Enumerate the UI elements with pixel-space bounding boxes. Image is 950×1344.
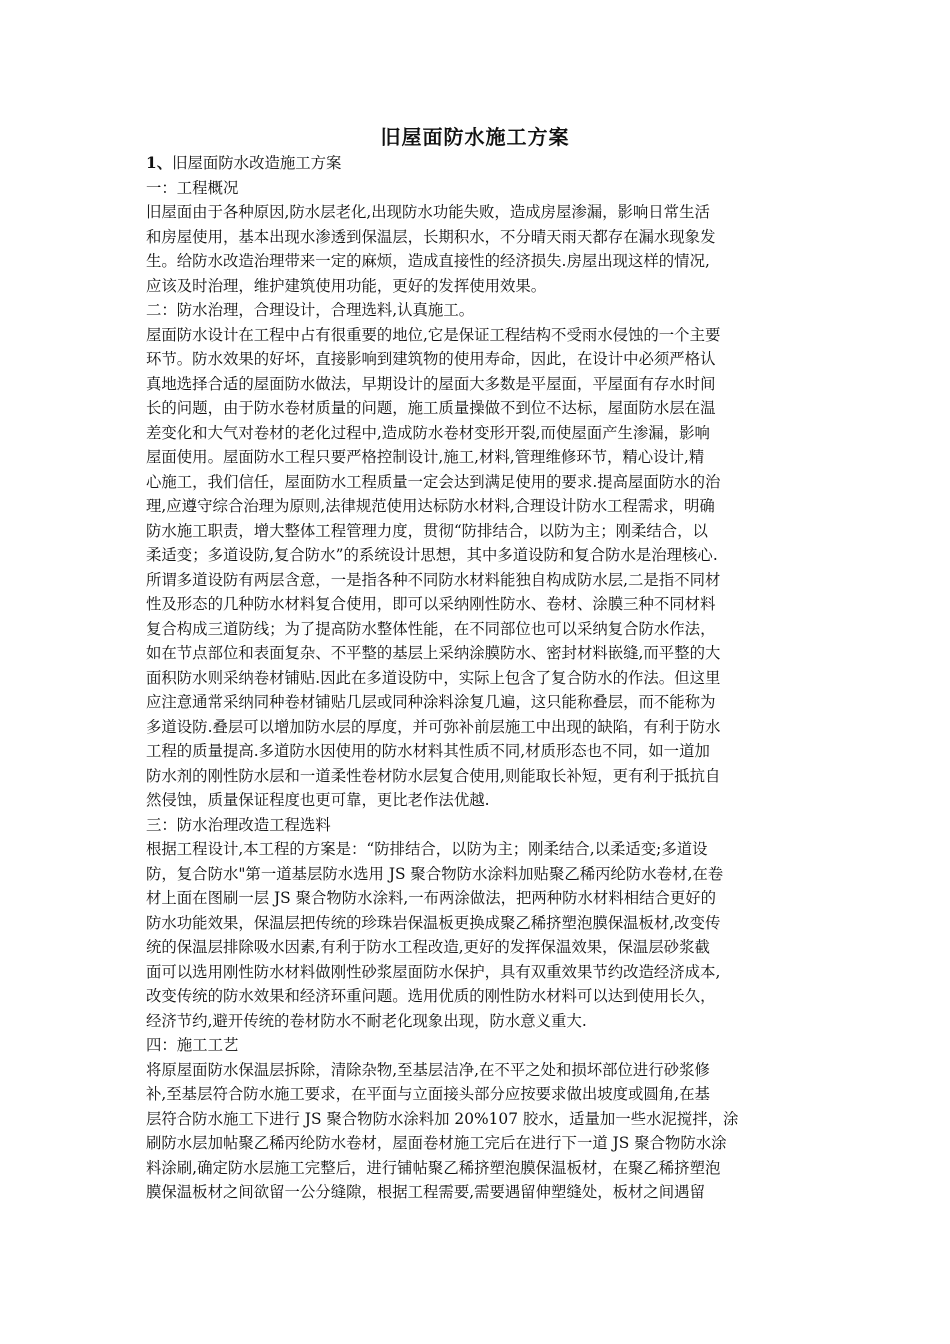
- text-line: 材上面在图刷一层 JS 聚合物防水涂料,一布两涂做法，把两种防水材料相结合更好的: [146, 889, 717, 907]
- text-line: 根据工程设计,本工程的方案是：“防排结合，以防为主；刚柔结合,以柔适变;多道设: [146, 840, 708, 858]
- text-line: 防水功能效果，保温层把传统的珍珠岩保温板更换成聚乙稀挤塑泡膜保温板材,改变传: [146, 913, 721, 932]
- text-line: 屋面使用。屋面防水工程只要严格控制设计,施工,材料,管理维修环节，精心设计,精: [146, 448, 705, 466]
- text-line: 然侵蚀，质量保证程度也更可靠，更比老作法优越.: [146, 791, 490, 809]
- text-line: 理,应遵守综合治理为原则,法律规范使用达标防水材料,合理设计防水工程需求，明确: [146, 497, 715, 515]
- text-line: 面可以选用刚性防水材料做刚性砂浆屋面防水保护，具有双重效果节约改造经济成本,: [146, 962, 721, 981]
- text-line: 三：防水治理改造工程选料: [146, 815, 331, 834]
- text-line: 防水施工职责，增大整体工程管理力度，贯彻“防排结合，以防为主；刚柔结合，以: [146, 521, 708, 540]
- text-line: 多道设防.叠层可以增加防水层的厚度，并可弥补前层施工中出现的缺陷，有利于防水: [146, 717, 721, 736]
- text-line: 将原屋面防水保温层拆除，清除杂物,至基层洁净,在不平之处和损坏部位进行砂浆修: [146, 1060, 710, 1079]
- document-body: [146, 151, 806, 1205]
- text-line: 二：防水治理，合理设计，合理选料,认真施工。: [146, 301, 475, 319]
- text-line: 生。给防水改造治理带来一定的麻烦，造成直接性的经济损失.房屋出现这样的情况,: [146, 252, 710, 270]
- text-line: 改变传统的防水效果和经济环重问题。选用优质的刚性防水材料可以达到使用长久，: [146, 987, 716, 1005]
- text-line: 差变化和大气对卷材的老化过程中,造成防水卷材变形开裂,而使屋面产生渗漏，影响: [146, 423, 710, 442]
- text-line: 如在节点部位和表面复杂、不平整的基层上采纳涂膜防水、密封材料嵌缝,而平整的大: [146, 644, 721, 662]
- text-line: 统的保温层排除吸水因素,有利于防水工程改造,更好的发挥保温效果，保温层砂浆截: [146, 938, 710, 956]
- text-line: 真地选择合适的屋面防水做法，早期设计的屋面大多数是平屋面，平屋面有存水时间: [146, 374, 716, 393]
- text-line: 面积防水则采纳卷材铺贴.因此在多道设防中，实际上包含了复合防水的作法。但这里: [146, 668, 721, 687]
- text-line: 旧屋面由于各种原因,防水层老化,出现防水功能失败，造成房屋渗漏，影响日常生活: [146, 203, 710, 221]
- text-line: 性及形态的几种防水材料复合使用，即可以采纳刚性防水、卷材、涂膜三种不同材料: [146, 595, 716, 613]
- text-line: 四：施工工艺: [146, 1036, 239, 1054]
- text-line: 料涂刷,确定防水层施工完整后，进行铺帖聚乙稀挤塑泡膜保温板材，在聚乙稀挤塑泡: [146, 1158, 721, 1177]
- text-line: 膜保温板材之间欲留一公分缝隙，根据工程需要,需要遇留伸塑缝处，板材之间遇留: [146, 1183, 705, 1201]
- text-line: 经济节约,避开传统的卷材防水不耐老化现象出现，防水意义重大.: [146, 1011, 587, 1030]
- text-line: 层符合防水施工下进行 JS 聚合物防水涂料加 20%107 胶水，适量加一些水泥搅拌，涂: [146, 1109, 739, 1128]
- text-line: 应注意通常采纳同种卷材铺贴几层或同种涂料涂复几遍，这只能称叠层，而不能称为: [146, 693, 716, 711]
- text-line: 和房屋使用，基本出现水渗透到保温层，长期积水，不分晴天雨天都存在漏水现象发: [146, 227, 716, 246]
- text-line: 一：工程概况: [146, 178, 239, 197]
- text-line: 防水剂的刚性防水层和一道柔性卷材防水层复合使用,则能取长补短，更有利于抵抗自: [146, 766, 721, 785]
- section-heading-line: 1、旧屋面防水改造施工方案: [146, 154, 342, 172]
- text-line: 防，复合防水"第一道基层防水选用 JS 聚合物防水涂料加贴聚乙稀丙纶防水卷材,在卷: [146, 864, 724, 883]
- text-line: 所谓多道设防有两层含意，一是指各种不同防水材料能独自构成防水层,二是指不同材: [146, 570, 721, 589]
- text-line: 环节。防水效果的好坏，直接影响到建筑物的使用寿命，因此，在设计中必须严格认: [146, 350, 716, 368]
- text-line: 工程的质量提高.多道防水因使用的防水材料其性质不同,材质形态也不同，如一道加: [146, 742, 710, 760]
- text-line: 心施工，我们信任，屋面防水工程质量一定会达到满足使用的要求.提高屋面防水的治: [146, 472, 721, 491]
- text-line: 补,至基层符合防水施工要求，在平面与立面接头部分应按要求做出坡度或圆角,在基: [146, 1085, 710, 1103]
- text-line: 刷防水层加帖聚乙稀丙纶防水卷材，屋面卷材施工完后在进行下一道 JS 聚合物防水涂: [146, 1134, 727, 1152]
- text-line: 复合构成三道防线；为了提高防水整体性能，在不同部位也可以采纳复合防水作法，: [146, 619, 716, 638]
- text-line: 柔适变；多道设防,复合防水”的系统设计思想，其中多道设防和复合防水是治理核心.: [146, 546, 718, 564]
- text-line: 长的问题，由于防水卷材质量的问题，施工质量操做不到位不达标，屋面防水层在温: [146, 399, 716, 417]
- document-title: 旧屋面防水施工方案: [380, 125, 570, 149]
- text-line: 应该及时治理，维护建筑使用功能，更好的发挥使用效果。: [146, 276, 547, 295]
- text-line: 屋面防水设计在工程中占有很重要的地位,它是保证工程结构不受雨水侵蚀的一个主要: [146, 325, 721, 344]
